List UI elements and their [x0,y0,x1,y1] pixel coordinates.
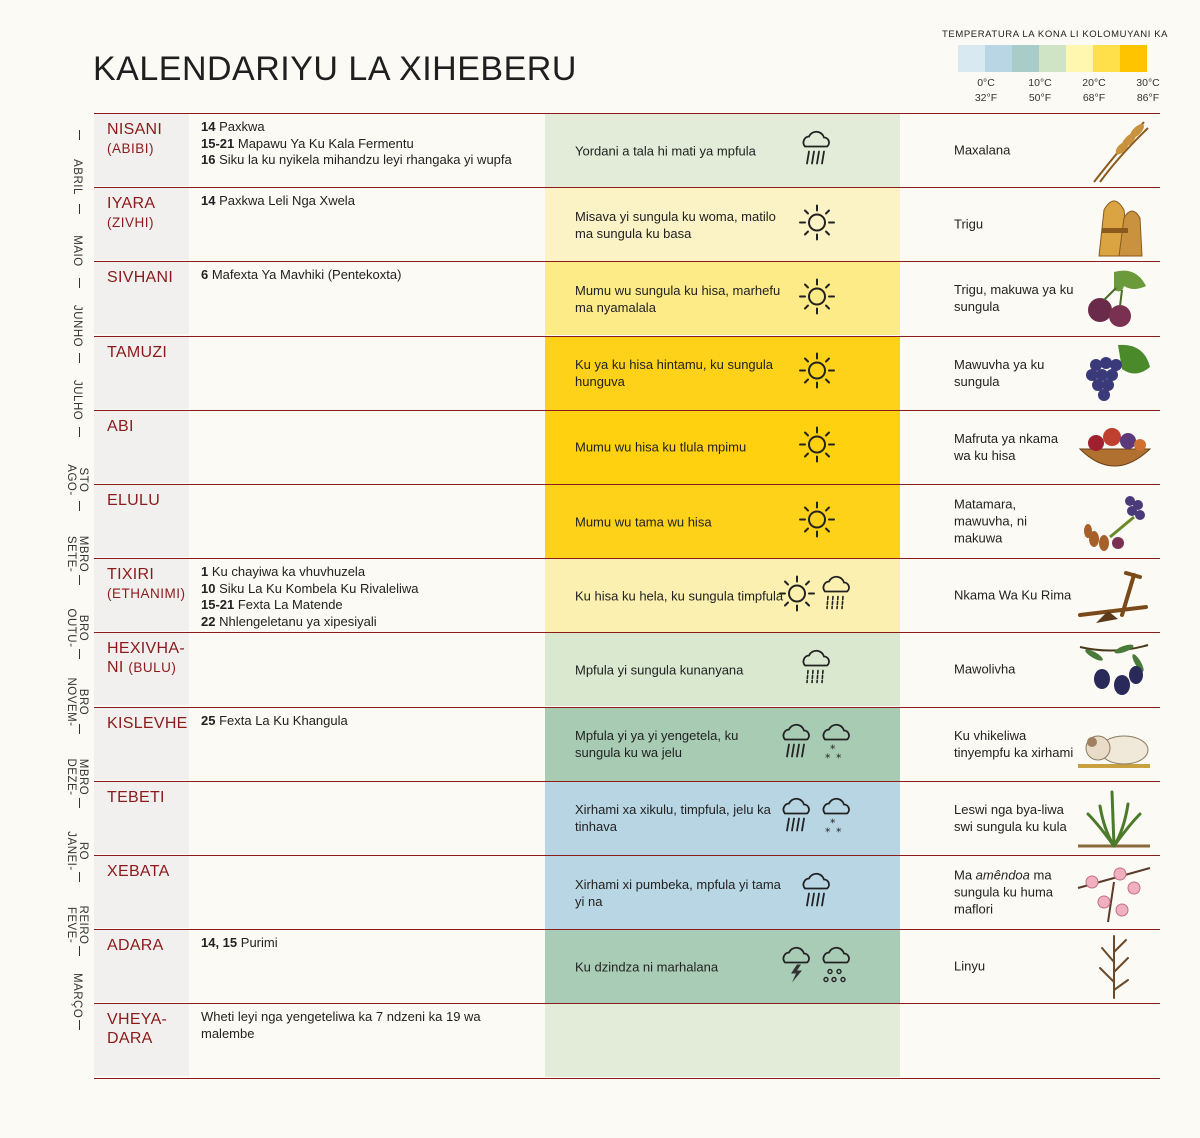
sun-icon [797,202,837,247]
weather-text: Mumu wu tama wu hisa [575,514,712,529]
festival-text: Nhlengeletanu ya xipesiyali [215,613,377,629]
page-title: KALENDARIYU LA XIHEBERU [93,50,577,88]
rain-icon [777,720,817,769]
legend-swatch [1039,45,1066,72]
festival-item [201,713,531,730]
crop-italic: amêndoa [975,867,1030,883]
sun-icon [777,573,817,618]
temperature-legend-bar [958,45,1147,72]
gregorian-divider [79,724,80,734]
festival-item [201,1009,531,1042]
gregorian-part: FEVE- [65,906,77,944]
festival-text: Fexta La Ku Khangula [215,712,348,728]
weather-text: Ku ya ku hisa hintamu, ku sungula hunguva [575,357,774,390]
flax-icon [1074,932,1154,1000]
festival-text: Wheti leyi nga yengeteliwa ka 7 ndzeni ka 19 wa malembe [201,1009,481,1041]
wheat-icon [1074,190,1154,258]
gregorian-divider [79,872,80,882]
month-name-text: HEXIVHA- [107,640,185,658]
month-name-text: SIVHANI [107,269,174,287]
festival-date: 1 [201,564,209,580]
festival-date: 6 [201,267,209,283]
festival-date: 14 [201,119,216,134]
festival-list [201,564,531,630]
gregorian-month-label: ABRIL [71,159,83,195]
table-row [94,187,1160,261]
hebrew-month-name [107,194,155,232]
month-name-text: XEBATA [107,863,170,880]
hebrew-month-name [107,936,164,955]
month-alt-name: (ABIBI) [107,141,155,156]
hail-icon [817,942,857,991]
gregorian-month-label: JUNHO [71,305,83,348]
gregorian-month-label: JULHO [71,379,83,420]
table-row [94,113,1160,187]
legend-label [966,76,1006,106]
table-row [94,484,1160,558]
gregorian-divider [79,427,80,437]
gregorian-divider [79,946,80,956]
weather-text: Ku hisa ku hela, ku sungula timpfula [575,588,784,604]
dates-icon [1074,487,1154,555]
hebrew-month-name [107,491,160,510]
festival-item [201,119,531,136]
gregorian-month-label [63,826,89,876]
svg-text:*: * [825,751,831,764]
drizzle-icon [797,645,837,694]
crop-text: Maxalana [954,142,1011,158]
festival-text: Ku chayiwa ka vhuvhuzela [208,564,366,580]
gregorian-month-label [63,677,89,727]
weather-cell [545,559,900,632]
gregorian-divider [79,649,80,659]
festival-date: 22 [201,613,216,629]
festival-item [201,935,531,952]
festival-date: 14 [201,193,216,209]
weather-text: Mpfula yi sungula kunanyana [575,662,744,678]
sun-icon [797,351,837,396]
table-row [94,707,1160,781]
weather-cell [545,782,900,855]
festival-list [201,267,531,284]
festival-list [201,193,531,210]
month-name-text: TIXIRI [107,566,155,584]
month-name-text: VHEYA- [107,1011,168,1029]
legend-swatch [985,45,1012,72]
hebrew-month-name [107,714,188,733]
festival-item [201,581,531,598]
festival-text: Fexta La Matende [234,597,343,613]
sun-icon [797,425,837,470]
gregorian-month-label: MARÇO [71,973,83,1019]
rain-icon [777,794,817,843]
festival-item [201,597,531,614]
month-name-text-2: NI [107,659,124,677]
sheep-icon [1074,710,1154,778]
weather-text: Xirhami xi pumbeka, mpfula yi tama yi na [575,876,781,909]
month-name-text: KISLEVHE [107,714,188,732]
hebrew-month-name [107,862,170,881]
month-name-text: ELULU [107,492,161,509]
festival-item [201,614,531,631]
sprout-icon [1074,784,1154,852]
table-row [94,632,1160,706]
crop-text: Mafruta ya nkama wa ku hisa [954,430,1059,463]
gregorian-months-sidebar [56,130,96,1060]
crop-text: Ma amêndoa ma sungula ku huma maflori [954,867,1054,917]
weather-cell [545,633,900,706]
storm-icon [777,942,817,991]
gregorian-part: JANEI- [65,831,77,871]
legend-label [1128,76,1168,106]
legend-fahrenheit: 86°F [1136,92,1160,104]
legend-swatch [1093,45,1120,72]
festival-list [201,713,531,730]
legend-label [1020,76,1060,106]
gregorian-divider [79,130,80,140]
table-row [94,781,1160,855]
festival-text: Purimi [237,935,278,951]
gregorian-divider [79,501,80,511]
rain-icon [797,126,837,175]
gregorian-part: STO [77,467,89,493]
month-name-text: TEBETI [107,788,165,806]
gregorian-divider [79,575,80,585]
crop-text: Mawuvha ya ku sungula [954,356,1045,389]
gregorian-divider [79,1020,80,1030]
weather-text: Mumu wu hisa ku tlula mpimu [575,439,747,455]
legend-swatch [1120,45,1147,72]
table-row [94,855,1160,929]
gregorian-divider [79,278,80,288]
month-alt-name: (BULU) [128,660,177,676]
gregorian-divider [79,353,80,363]
gregorian-month-label [63,603,89,653]
gregorian-divider [79,204,80,214]
festival-date: 15-21 [201,597,235,613]
festival-date: 25 [201,712,216,728]
hebrew-month-name [107,417,134,436]
weather-cell [545,262,900,335]
hebrew-month-name [107,639,185,677]
sun-icon [797,276,837,321]
festival-date: 16 [201,152,216,167]
month-name-text-2: DARA [107,1030,153,1048]
table-row [94,929,1160,1003]
weather-text: Mumu wu sungula ku hisa, marhefu ma nyamalala [575,282,781,315]
plow-icon [1074,561,1154,629]
svg-text:*: * [836,825,842,838]
month-name-text: ABI [107,417,134,435]
weather-text: Yordani a tala hi mati ya mpfula [575,143,756,158]
weather-cell [545,485,900,558]
crop-text: Ku vhikeliwa tinyempfu ka xirhami [954,727,1074,760]
table-bottom-rule [94,1078,1160,1079]
table-row [94,558,1160,632]
festival-text: Mapawu Ya Ku Kala Fermentu [234,135,414,151]
table-row [94,1003,1160,1077]
weather-cell [545,337,900,410]
gregorian-part: REIRO [77,905,89,945]
festival-item [201,267,531,284]
month-alt-name: (ETHANIMI) [107,586,186,602]
gregorian-divider [79,798,80,808]
legend-celsius: 30°C [1136,77,1160,89]
rain-icon [797,868,837,917]
weather-cell [545,411,900,484]
weather-cell [545,708,900,781]
gregorian-month-label [63,529,89,579]
festival-date: 15-21 [201,135,235,151]
month-name-text: ADARA [107,937,164,955]
crop-text: Mawolivha [954,661,1016,677]
barley-icon [1074,116,1154,184]
gregorian-month-label [63,752,89,802]
gregorian-part: BRO [77,614,89,642]
festival-item [201,564,531,581]
drizzle-icon [817,571,857,620]
gregorian-month-label [63,900,89,950]
month-name-text: NISANI [107,121,163,138]
gregorian-part: OUTU- [65,608,77,648]
gregorian-part: DEZE- [65,758,77,796]
gregorian-part: BRO [77,689,89,716]
legend-swatch [1012,45,1039,72]
snow-icon [817,720,857,769]
festival-list [201,935,531,952]
weather-text: Xirhami xa xikulu, timpfula, jelu ka tinhava [575,802,771,835]
hebrew-month-name [107,120,162,158]
festival-item [201,193,531,210]
festival-text: Mafexta Ya Mavhiki (Pentekoxta) [208,267,402,283]
gregorian-part: RO [77,841,89,860]
festival-date: 10 [201,580,216,596]
crop-text: Leswi nga bya-liwa swi sungula ku kula [954,801,1067,834]
legend-title: TEMPERATURA LA KONA LI KOLOMUYANI KA [942,29,1169,40]
hebrew-month-name [107,268,173,287]
crop-text: Nkama Wa Ku Rima [954,587,1072,603]
month-name-text: TAMUZI [107,343,168,361]
svg-text:*: * [830,816,836,830]
gregorian-part: AGO- [65,464,77,496]
hebrew-month-name [107,1010,167,1048]
festival-date: 14, 15 [201,935,238,951]
svg-text:*: * [830,742,836,756]
gregorian-month-label [63,455,89,505]
month-alt-name: (ZIVHI) [107,215,154,231]
gregorian-month-label: MAIO [71,235,83,267]
fig-icon [1074,264,1154,332]
legend-fahrenheit: 50°F [1028,92,1052,104]
weather-cell [545,1004,900,1077]
festival-text: Paxkwa Leli Nga Xwela [215,193,355,209]
crop-text: Linyu [954,958,986,974]
grapes-icon [1074,339,1154,407]
crop-text: Matamara, mawuvha, ni makuwa [954,496,1027,546]
hebrew-month-name [107,343,167,362]
snow-icon [817,794,857,843]
legend-swatch [1066,45,1093,72]
weather-cell [545,114,900,187]
hebrew-month-name [107,788,165,807]
svg-text:*: * [836,751,842,764]
weather-text: Mpfula yi ya yi yengetela, ku sungula ku wa jelu [575,728,739,761]
festival-item [201,136,531,153]
gregorian-part: NOVEM- [65,677,77,727]
weather-text: Misava yi sungula ku woma, matilo ma sungula ku basa [575,208,776,241]
sun-icon [797,499,837,544]
gregorian-part: SETE- [65,535,77,573]
table-row [94,336,1160,410]
table-row [94,410,1160,484]
svg-text:*: * [825,825,831,838]
weather-cell [545,188,900,261]
legend-swatch [958,45,985,72]
legend-celsius: 20°C [1082,77,1106,89]
month-name-text: IYARA [107,195,156,213]
festival-item [201,152,531,169]
table-row [94,261,1160,335]
basket-icon [1074,413,1154,481]
legend-celsius: 0°C [977,77,995,89]
legend-fahrenheit: 32°F [974,92,998,104]
festival-text: Siku La Ku Kombela Ku Rivaleliwa [215,580,419,596]
festival-list [201,1009,531,1042]
hebrew-month-name [107,565,186,603]
gregorian-part: MBRO [77,758,89,795]
weather-text: Ku dzindza ni marhalana [575,959,719,975]
blossom-icon [1074,858,1154,926]
crop-text: Trigu [954,216,984,232]
gregorian-part: MBRO [77,535,89,573]
weather-cell [545,856,900,929]
legend-fahrenheit: 68°F [1082,92,1106,104]
festival-list [201,119,531,169]
festival-text: Siku la ku nyikela mihandzu leyi rhangaka yi wupfa [215,152,512,167]
festival-text: Paxkwa [215,119,265,134]
crop-text: Trigu, makuwa ya ku sungula [954,282,1074,315]
legend-celsius: 10°C [1028,77,1052,89]
weather-cell [545,930,900,1003]
legend-label [1074,76,1114,106]
olive-icon [1074,635,1154,703]
